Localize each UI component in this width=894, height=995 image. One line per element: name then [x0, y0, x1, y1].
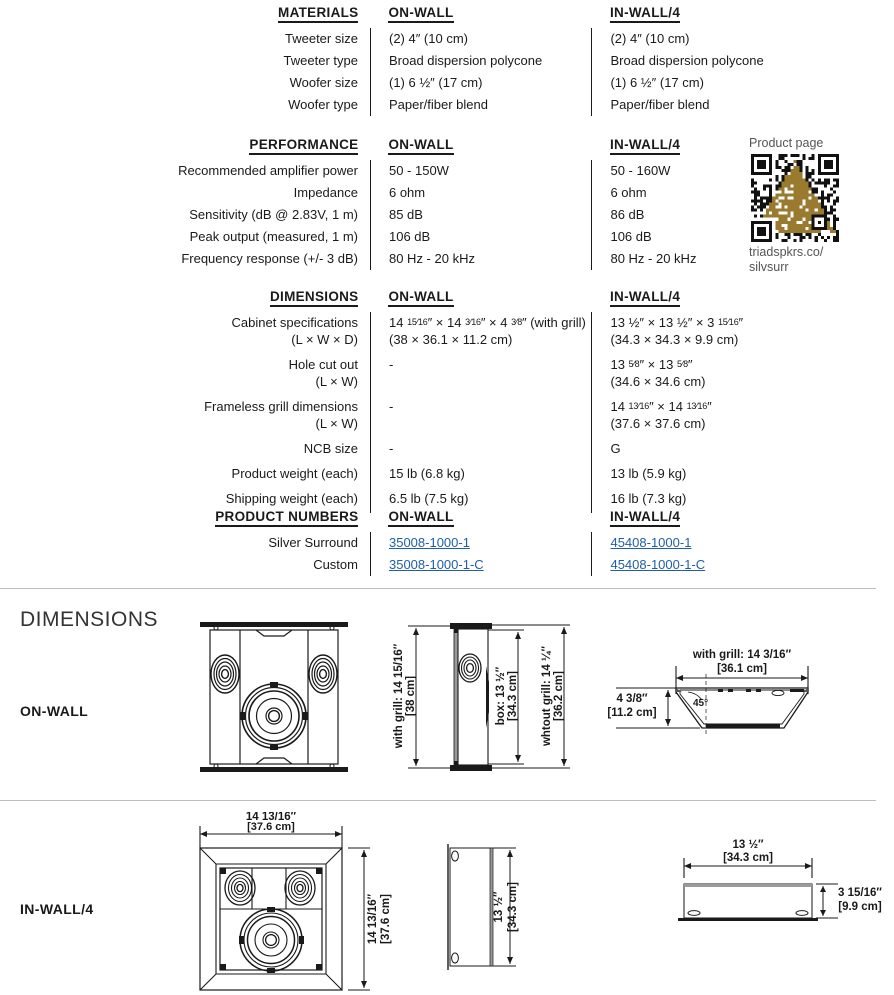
- inwall-side-height-label-1: 13 ½″: [493, 891, 505, 923]
- spec-value-inwall[interactable]: 45408-1000-1-C: [592, 554, 894, 576]
- spec-value-onwall[interactable]: 35008-1000-1: [370, 532, 591, 554]
- column-header-inwall: IN-WALL/4: [610, 509, 680, 527]
- section-title: DIMENSIONS: [270, 289, 359, 307]
- inwall-front-view-drawing: [190, 812, 400, 995]
- spec-value-onwall: 6 ohm: [370, 182, 591, 204]
- dimensions-spec-section: [0, 288, 894, 513]
- inwall-top-depth-label-1: 3 15/16″: [838, 887, 882, 899]
- onwall-top-width-label-2: [36.1 cm]: [717, 663, 767, 675]
- inwall-top-width-label-1: 13 ½″: [732, 839, 764, 851]
- onwall-top-width-label-1: with grill: 14 3/16″: [692, 649, 792, 661]
- onwall-side-box-label-2: [34.3 cm]: [507, 671, 519, 721]
- spec-value-inwall: 80 Hz - 20 kHz: [592, 248, 894, 270]
- spec-row-label: Peak output (measured, 1 m): [189, 229, 358, 244]
- spec-value-onwall: 15 lb (6.8 kg): [370, 463, 591, 488]
- spec-value-inwall: 50 - 160W: [592, 160, 894, 182]
- inwall-front-height-label-1: 14 13/16″: [367, 893, 379, 945]
- onwall-top-view-drawing: [596, 636, 892, 756]
- spec-row-label: Tweeter type: [283, 53, 358, 68]
- spec-row: [0, 72, 894, 94]
- inwall-front-width-label-1: 14 13/16″: [245, 812, 297, 823]
- spec-table-0: [0, 4, 894, 116]
- spec-row-label: Hole cut out (L × W): [288, 357, 358, 389]
- spec-header-row: [0, 288, 894, 312]
- spec-row-label: Impedance: [293, 185, 358, 200]
- spec-value-inwall: 16 lb (7.3 kg): [592, 488, 894, 513]
- spec-value-inwall: Broad dispersion polycone: [592, 50, 894, 72]
- spec-row-label: Sensitivity (dB @ 2.83V, 1 m): [189, 207, 358, 222]
- onwall-front-view-drawing: [196, 616, 352, 786]
- qr-caption: Product page: [749, 136, 824, 150]
- inwall-top-depth-label-2: [9.9 cm]: [838, 901, 882, 913]
- qr-url-line1: triadspkrs.co/: [749, 245, 824, 259]
- spec-row: [0, 354, 894, 396]
- inwall-front-width-label-2: [37.6 cm]: [247, 821, 295, 833]
- spec-value-onwall: (2) 4″ (10 cm): [370, 28, 591, 50]
- spec-row: [0, 28, 894, 50]
- spec-row: [0, 554, 894, 576]
- spec-row: [0, 438, 894, 463]
- spec-value-inwall: G: [592, 438, 894, 463]
- inwall-top-view-drawing: [660, 832, 894, 942]
- spec-value-onwall: 14 15⁄16″ × 14 3⁄16″ × 4 3⁄8″ (with grill) (38 × 36.1 × 11.2 cm): [370, 312, 591, 354]
- spec-value-inwall: 13 lb (5.9 kg): [592, 463, 894, 488]
- spec-value-inwall: 13 5⁄8″ × 13 5⁄8″ (34.6 × 34.6 cm): [592, 354, 894, 396]
- inwall-front-height-label-2: [37.6 cm]: [380, 894, 392, 944]
- spec-row-label: Frameless grill dimensions (L × W): [204, 399, 358, 431]
- onwall-side-view-drawing: [386, 616, 582, 786]
- row-label-onwall: ON-WALL: [20, 703, 89, 719]
- section-title: MATERIALS: [278, 5, 358, 23]
- inwall-side-view-drawing: [404, 838, 554, 983]
- dimensions-heading: DIMENSIONS: [20, 608, 159, 631]
- column-header-onwall: ON-WALL: [388, 509, 453, 527]
- column-header-onwall: ON-WALL: [388, 5, 453, 23]
- spec-row-label: Custom: [313, 557, 358, 572]
- onwall-side-nogrill-label-2: [36.2 cm]: [553, 671, 565, 721]
- section-divider-top: [0, 588, 876, 589]
- spec-value-inwall: 86 dB: [592, 204, 894, 226]
- row-label-inwall: IN-WALL/4: [20, 901, 94, 917]
- spec-table-2: [0, 288, 894, 513]
- spec-row-label: Recommended amplifier power: [178, 163, 358, 178]
- spec-value-onwall: 80 Hz - 20 kHz: [370, 248, 591, 270]
- column-header-onwall: ON-WALL: [388, 137, 453, 155]
- spec-value-onwall: (1) 6 ½″ (17 cm): [370, 72, 591, 94]
- onwall-top-depth-label-2: [11.2 cm]: [607, 707, 657, 719]
- inwall-top-width-label-2: [34.3 cm]: [723, 852, 773, 864]
- spec-value-onwall: Broad dispersion polycone: [370, 50, 591, 72]
- spec-value-onwall: Paper/fiber blend: [370, 94, 591, 116]
- spec-row: [0, 94, 894, 116]
- spec-row: [0, 50, 894, 72]
- spec-header-row: [0, 508, 894, 532]
- onwall-side-box-label-1: box: 13 ½″: [495, 666, 507, 726]
- spec-value-onwall: -: [370, 396, 591, 438]
- onwall-top-angle-label: 45°: [693, 698, 709, 709]
- spec-row-label: Silver Surround: [268, 535, 358, 550]
- onwall-side-nogrill-label-1: whtout grill: 14 ¼″: [541, 645, 553, 747]
- spec-value-onwall: 50 - 150W: [370, 160, 591, 182]
- column-header-inwall: IN-WALL/4: [610, 289, 680, 307]
- onwall-top-depth-label-1: 4 3/8″: [616, 693, 648, 705]
- onwall-side-grill-label-1: with grill: 14 15/16″: [393, 643, 405, 749]
- inwall-side-height-label-2: [34.3 cm]: [507, 882, 519, 932]
- spec-value-onwall: -: [370, 354, 591, 396]
- spec-value-inwall: 6 ohm: [592, 182, 894, 204]
- spec-value-onwall[interactable]: 35008-1000-1-C: [370, 554, 591, 576]
- onwall-side-grill-label-2: [38 cm]: [405, 675, 417, 717]
- section-divider-mid: [0, 800, 876, 801]
- qr-code-icon[interactable]: [751, 154, 839, 242]
- section-title: PERFORMANCE: [249, 137, 358, 155]
- spec-row-label: NCB size: [303, 441, 358, 456]
- spec-value-inwall[interactable]: 45408-1000-1: [592, 532, 894, 554]
- column-header-inwall: IN-WALL/4: [610, 137, 680, 155]
- materials-section: [0, 4, 894, 116]
- spec-row-label: Product weight (each): [231, 466, 358, 481]
- spec-row-label: Woofer size: [289, 75, 358, 90]
- spec-header-row: [0, 4, 894, 28]
- spec-row: [0, 532, 894, 554]
- spec-value-onwall: -: [370, 438, 591, 463]
- spec-value-inwall: 14 13⁄16″ × 14 13⁄16″ (37.6 × 37.6 cm): [592, 396, 894, 438]
- product-numbers-section: [0, 508, 894, 576]
- spec-row-label: Shipping weight (each): [225, 491, 358, 506]
- spec-value-inwall: 13 ½″ × 13 ½″ × 3 15⁄16″ (34.3 × 34.3 × 9.9 cm): [592, 312, 894, 354]
- spec-value-inwall: (1) 6 ½″ (17 cm): [592, 72, 894, 94]
- section-title: PRODUCT NUMBERS: [215, 509, 358, 527]
- spec-row-label: Tweeter size: [285, 31, 358, 46]
- spec-value-inwall: Paper/fiber blend: [592, 94, 894, 116]
- spec-row: [0, 396, 894, 438]
- spec-value-inwall: 106 dB: [592, 226, 894, 248]
- column-header-onwall: ON-WALL: [388, 289, 453, 307]
- qr-url-line2: silvsurr: [749, 260, 789, 274]
- spec-value-onwall: 85 dB: [370, 204, 591, 226]
- spec-value-onwall: 106 dB: [370, 226, 591, 248]
- spec-table-3: [0, 508, 894, 576]
- spec-row: [0, 312, 894, 354]
- column-header-inwall: IN-WALL/4: [610, 5, 680, 23]
- spec-row-label: Frequency response (+/- 3 dB): [181, 251, 358, 266]
- spec-row-label: Cabinet specifications (L × W × D): [231, 315, 358, 347]
- spec-value-onwall: 6.5 lb (7.5 kg): [370, 488, 591, 513]
- spec-row-label: Woofer type: [288, 97, 358, 112]
- spec-value-inwall: (2) 4″ (10 cm): [592, 28, 894, 50]
- product-page-qr-block[interactable]: [749, 136, 849, 275]
- spec-row: [0, 463, 894, 488]
